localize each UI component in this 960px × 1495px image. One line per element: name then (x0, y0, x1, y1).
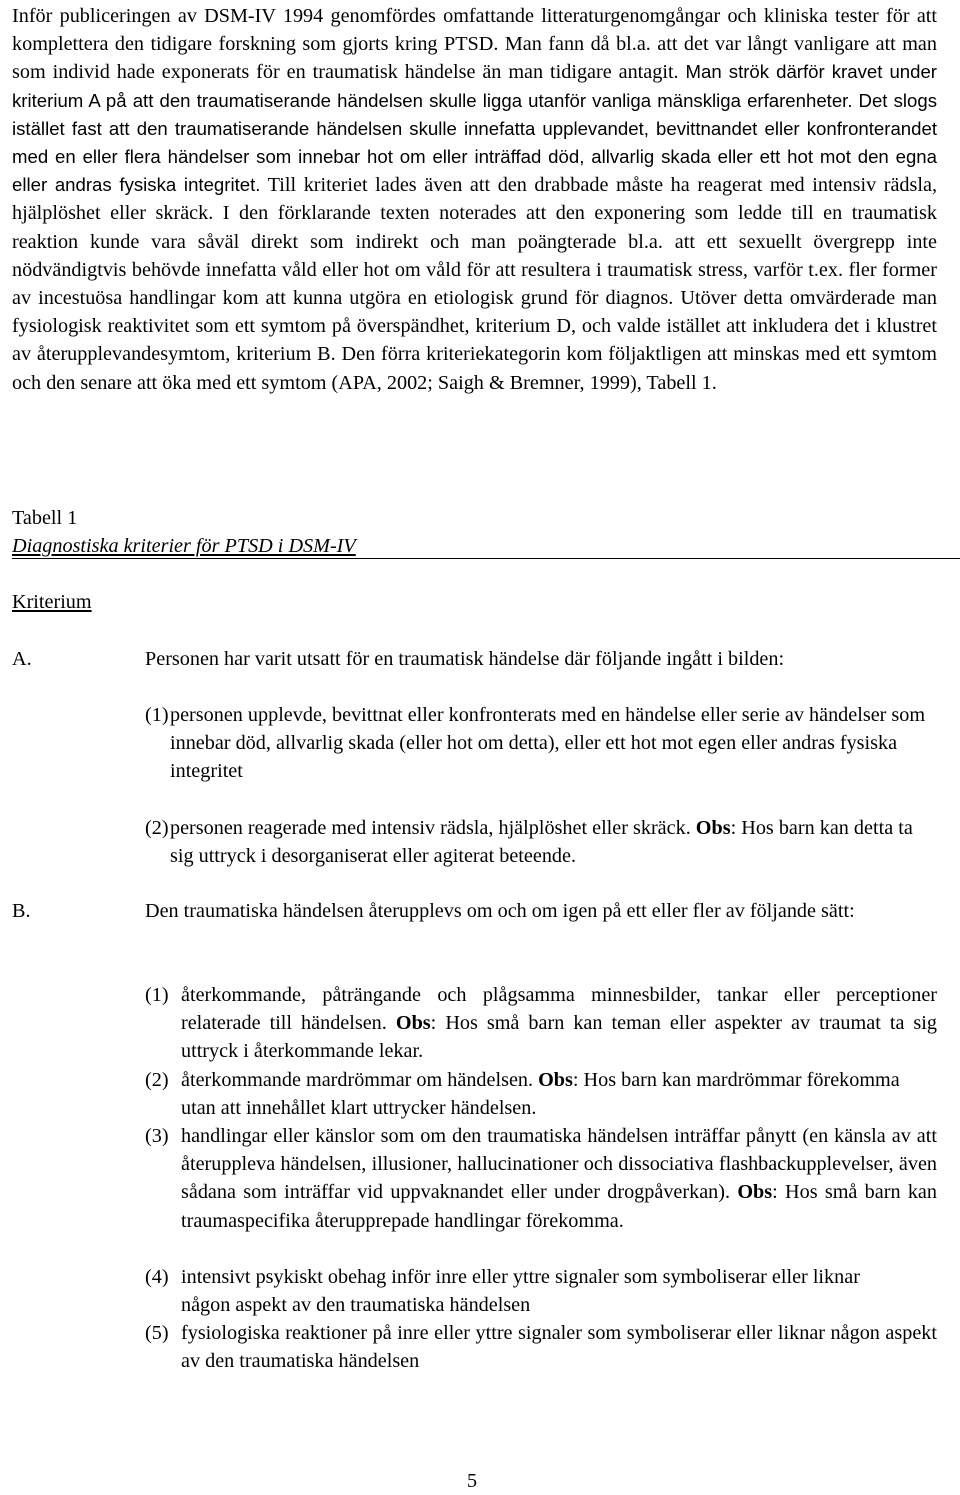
obs-label: Obs (395, 1012, 431, 1035)
item-text: personen upplevde, bevittnat eller konfronterats med en händelse eller serie av händelser som innebar död, allvarlig skada (eller hot om detta), eller ett hot mot egen eller andras fysiska integritet (170, 704, 926, 783)
intro-sentence-1: Inför publiceringen av DSM-IV 1994 genomfördes omfattande litteraturgenomgångar och kliniska tester för att komplettera den tidigare forskning som gjorts kring PTSD. Man fann då bl.a. att det var långt vanligare att man som individ hade exponerats för en traumatisk händelse än man tidigare antagit. (12, 5, 937, 84)
table-rule (12, 558, 960, 559)
intro-sentence-4: Till kriteriet lades även att den drabbade måste ha reagerat med intensiv rädsla, hjälplöshet eller skräck. I den förklarande texten noterades att den exponering som ledde till en traumatisk reaktion kunde vara såväl direkt som indirekt och man poängterade bl.a. att ett sexuellt övergrepp inte nödvändigtvis behövde innefatta våld eller hot om våld för att resultera i traumatisk stress, varför t.ex. fler former av incestuösa handlingar kom att kunna utgöra en etiologisk grund för diagnos. Utöver detta omvärderade man fysiologisk reaktivitet som ett symtom på överspändhet, kriterium D, och valde istället att inkludera det i klustret av återupplevandesymtom, kriterium B. Den förra kriteriekategorin kom följaktligen att minskas med ett symtom och den senare att öka med ett symtom (APA, 2002; Saigh & Bremner, 1999), Tabell 1. (12, 174, 938, 394)
table-subtitle: Diagnostiska kriterier för PTSD i DSM-IV (12, 535, 356, 557)
page-number: 5 (467, 1470, 478, 1492)
item-number: (2) (145, 1069, 169, 1091)
item-text: handlingar eller känslor som om den traumatiska händelsen inträffar pånytt (en känsla av att återuppleva händelsen, illusioner, hallucinationer och dissociativa flashbackupplevelser, även sådana som inträffar vid uppvaknandet eller under drogpåverkan). (181, 1125, 937, 1204)
obs-text: : Hos små barn kan teman eller aspekter av traumat ta sig uttryck i återkommande lekar. (181, 1012, 937, 1063)
obs-label: Obs (737, 1181, 773, 1204)
item-number: (2) (145, 817, 169, 839)
obs-label: Obs (538, 1069, 573, 1091)
obs-label: Obs (695, 817, 731, 839)
item-text: fysiologiska reaktioner på inre eller yttre signaler som symboliserar eller liknar någon aspekt av den traumatiska händelsen (181, 1322, 937, 1373)
item-number: (1) (145, 984, 169, 1006)
intro-sentence-3: Det slogs istället fast att den traumatiserande händelsen skulle innefatta upplevandet, bevittnandet eller konfronterandet med en eller flera händelser som innebar hot om eller inträffad död, allvarlig skada eller ett hot mot den egna eller andras fysiska integritet. (12, 89, 938, 196)
criterion-a-text: Personen har varit utsatt för en traumatisk händelse där följande ingått i bilden: (145, 648, 785, 670)
item-text: återkommande mardrömmar om händelsen. (181, 1069, 534, 1091)
item-number: (3) (145, 1125, 169, 1147)
criterion-b-text: Den traumatiska händelsen återupplevs om och om igen på ett eller fler av följande sätt: (145, 900, 855, 922)
item-text: återkommande, påträngande och plågsamma minnesbilder, tankar eller perceptioner relaterade till händelsen. (181, 984, 937, 1035)
obs-text: : Hos barn kan detta ta sig uttryck i desorganiserat eller agiterat beteende. (170, 817, 913, 868)
item-text: personen reagerade med intensiv rädsla, hjälplöshet eller skräck. (170, 817, 691, 839)
item-number: (4) (145, 1266, 169, 1288)
obs-text: : Hos små barn kan traumaspecifika återupprepade handlingar förekomma. (181, 1181, 937, 1232)
intro-paragraph (12, 2, 937, 397)
intro-sentence-2: Man strök därför kravet under kriterium A på att den traumatiserande händelsen skulle ligga utanför vanliga mänskliga erfarenheter. (12, 61, 937, 111)
obs-text: : Hos barn kan mardrömmar förekomma utan att innehållet klart uttrycker händelsen. (181, 1069, 900, 1120)
item-text: intensivt psykiskt obehag inför inre eller yttre signaler som symboliserar eller liknar någon aspekt av den traumatiska händelsen (181, 1266, 860, 1317)
table-column-header: Kriterium (12, 591, 92, 613)
item-number: (5) (145, 1322, 169, 1344)
criterion-a-letter: A. (12, 648, 32, 670)
table-caption: Tabell 1 (12, 507, 78, 529)
item-number: (1) (145, 704, 169, 726)
criterion-b-letter: B. (12, 900, 31, 922)
